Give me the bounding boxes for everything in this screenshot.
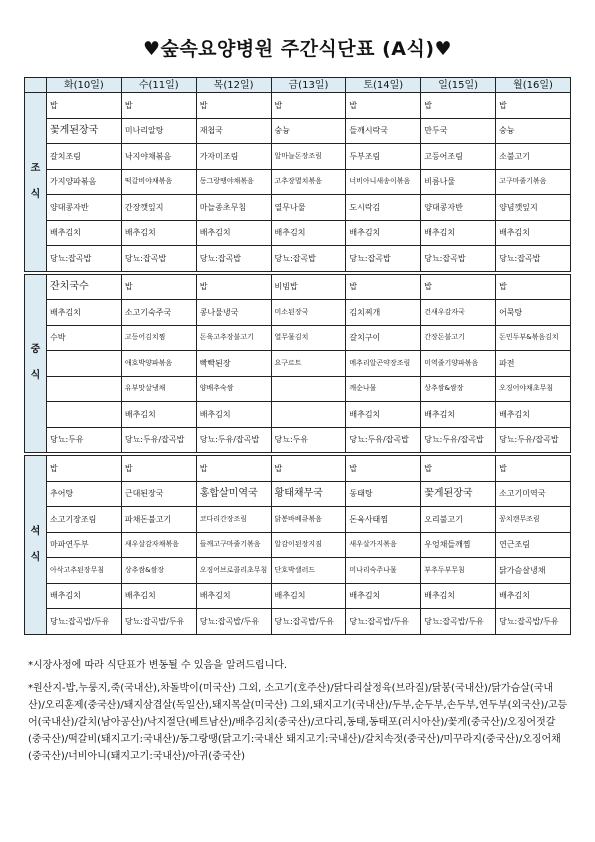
menu-row <box>25 144 571 170</box>
menu-item: 당뇨:잡곡밥/두유 <box>346 609 421 635</box>
menu-item: 부추두부무침 <box>421 558 496 584</box>
menu-item: 새우살감자채볶음 <box>121 532 196 558</box>
menu-row <box>25 558 571 584</box>
menu-row <box>25 351 571 377</box>
menu-row <box>25 246 571 272</box>
menu-item: 당뇨:잡곡밥 <box>421 246 496 272</box>
menu-item: 미역줄기양파볶음 <box>421 351 496 377</box>
menu-item: 당뇨:잡곡밥/두유 <box>496 609 571 635</box>
menu-item: 들깨시락국 <box>346 118 421 144</box>
menu-row <box>25 427 571 453</box>
menu-item: 밥 <box>496 93 571 119</box>
menu-row <box>25 507 571 533</box>
menu-item: 배추김치 <box>47 300 122 326</box>
menu-item: 알마늘돈장조림 <box>271 144 346 170</box>
day-header: 목(12일) <box>196 78 271 93</box>
menu-item: 배추김치 <box>346 583 421 609</box>
menu-item: 당뇨:잡곡밥 <box>496 246 571 272</box>
menu-item: 양배추숙쌈 <box>196 376 271 402</box>
menu-item: 어묵탕 <box>496 300 571 326</box>
menu-item: 숭늉 <box>496 118 571 144</box>
menu-item: 밥 <box>421 274 496 300</box>
origin-note: *원산지-밥,누룽지,죽(국내산),차돌박이(미국산) 그외, 소고기(호주산)/닭다리살정육(브라질)/닭봉(국내산)/닭가슴살(국내산)/오리훈제(중국산)/돼지삼겹살(독일산),돼지목살(미국산) 그외,돼지고기(국내산)/두부,순두부,손두부,연두부(외국산)/고등어(국내산)/갈치(남아공산)/낙지절단(베트남산)/배추김치(중국산)/코다리,동태,동태포(러시아산)/꽃게(중국산)/오징어젓갈(중국산)/떡갈비(돼지고기:국내산)/동그랑땡(닭고기:국내산 돼지고기:국내산)/갈치속젓(중국산)/미꾸라지(중국산)/오징어채(중국산)/너비아니(돼지고기:국내산)/아귀(중국산) <box>28 683 568 762</box>
menu-body <box>25 93 571 635</box>
menu-item: 밥 <box>196 456 271 482</box>
menu-item: 간장돈불고기 <box>421 325 496 351</box>
menu-item: 배추김치 <box>496 583 571 609</box>
menu-item: 메추리알곤약장조림 <box>346 351 421 377</box>
menu-item: 고구마줄기볶음 <box>496 169 571 195</box>
menu-item: 밥 <box>121 93 196 119</box>
meal-label-char: 식 <box>30 370 41 382</box>
menu-item: 밥 <box>496 456 571 482</box>
menu-item: 배추김치 <box>421 402 496 428</box>
menu-item: 밥 <box>121 274 196 300</box>
menu-item: 동태탕 <box>346 481 421 507</box>
meal-label-char: 조 <box>30 162 41 174</box>
menu-item: 김치찌개 <box>346 300 421 326</box>
menu-item: 밥 <box>196 93 271 119</box>
menu-item: 배추김치 <box>421 220 496 246</box>
menu-item: 콩나물냉국 <box>196 300 271 326</box>
menu-item: 당뇨:잡곡밥/두유 <box>271 609 346 635</box>
menu-row <box>25 220 571 246</box>
menu-row <box>25 481 571 507</box>
menu-item: 닭가슴살냉채 <box>496 558 571 584</box>
day-header: 금(13일) <box>271 78 346 93</box>
notes <box>28 657 568 771</box>
meal-label <box>25 274 47 453</box>
meal-label-char: 식 <box>30 188 41 200</box>
menu-item: 고등어조림 <box>421 144 496 170</box>
menu-item: 밥 <box>346 93 421 119</box>
menu-item: 마늘종초무침 <box>196 195 271 221</box>
menu-item: 소고기숙주국 <box>121 300 196 326</box>
menu-item: 고등어김치찜 <box>121 325 196 351</box>
menu-item: 당뇨:잡곡밥/두유 <box>196 609 271 635</box>
menu-item: 추어탕 <box>47 481 122 507</box>
menu-item: 마파연두부 <box>47 532 122 558</box>
page-title: ♥숲속요양병원 주간식단표 (A식)♥ <box>142 38 453 60</box>
menu-item: 숭늉 <box>271 118 346 144</box>
menu-item: 오징어야채초무침 <box>496 376 571 402</box>
menu-item: 건새우감자국 <box>421 300 496 326</box>
meal-label <box>25 93 47 272</box>
menu-item: 비름나물 <box>421 169 496 195</box>
menu-item <box>47 376 122 402</box>
menu-item: 두부조림 <box>346 144 421 170</box>
weekly-menu-table <box>24 77 571 635</box>
meal-label-char: 식 <box>30 551 41 563</box>
menu-item: 상추쌈&쌈장 <box>421 376 496 402</box>
menu-item: 양념깻잎지 <box>496 195 571 221</box>
menu-item: 비빔밥 <box>271 274 346 300</box>
menu-item: 아삭고추된장무침 <box>47 558 122 584</box>
menu-item: 파전 <box>496 351 571 377</box>
menu-item: 당뇨:두유 <box>271 427 346 453</box>
menu-item: 닭봉바베큐볶음 <box>271 507 346 533</box>
day-header: 일(15일) <box>421 78 496 93</box>
menu-item: 동그랑땡야채볶음 <box>196 169 271 195</box>
menu-item <box>47 402 122 428</box>
menu-item <box>271 402 346 428</box>
menu-item: 양대콩자반 <box>421 195 496 221</box>
menu-row <box>25 609 571 635</box>
menu-item: 애호박양파볶음 <box>121 351 196 377</box>
menu-row <box>25 376 571 402</box>
menu-row <box>25 583 571 609</box>
menu-item: 밥 <box>271 456 346 482</box>
menu-item: 잔치국수 <box>47 274 122 300</box>
day-header-row <box>25 78 571 93</box>
menu-item: 배추김치 <box>346 402 421 428</box>
menu-row <box>25 325 571 351</box>
menu-item: 돈육사태찜 <box>346 507 421 533</box>
menu-item: 당뇨:두유/잡곡밥 <box>496 427 571 453</box>
menu-item: 돈육고추장불고기 <box>196 325 271 351</box>
menu-item: 배추김치 <box>421 583 496 609</box>
menu-item: 배추김치 <box>496 220 571 246</box>
menu-item: 상추쌈&쌈장 <box>121 558 196 584</box>
menu-item: 꽁치캔무조림 <box>496 507 571 533</box>
menu-item: 연근조림 <box>496 532 571 558</box>
menu-item: 돈민두부&볶음김치 <box>496 325 571 351</box>
day-header: 월(16일) <box>496 78 571 93</box>
day-header: 화(10일) <box>47 78 122 93</box>
menu-item: 홍합살미역국 <box>196 481 271 507</box>
menu-item: 가지양파볶음 <box>47 169 122 195</box>
menu-item: 당뇨:잡곡밥/두유 <box>421 609 496 635</box>
menu-item: 배추김치 <box>121 220 196 246</box>
day-header: 토(14일) <box>346 78 421 93</box>
menu-item: 간장깻잎지 <box>121 195 196 221</box>
menu-item: 배추김치 <box>271 220 346 246</box>
menu-item: 열무나물 <box>271 195 346 221</box>
menu-item: 너비아니새송이볶음 <box>346 169 421 195</box>
menu-row <box>25 300 571 326</box>
menu-item: 당뇨:잡곡밥/두유 <box>47 609 122 635</box>
menu-item: 요구르트 <box>271 351 346 377</box>
menu-row <box>25 532 571 558</box>
menu-item: 만두국 <box>421 118 496 144</box>
menu-item: 밥 <box>421 456 496 482</box>
menu-item: 당뇨:잡곡밥/두유 <box>121 609 196 635</box>
menu-item: 양대콩자반 <box>47 195 122 221</box>
meal-label-char: 석 <box>30 525 41 537</box>
menu-item: 빡빡된장 <box>196 351 271 377</box>
menu-item: 배추김치 <box>271 583 346 609</box>
menu-item <box>47 351 122 377</box>
menu-item: 미나리알탕 <box>121 118 196 144</box>
menu-item: 밥 <box>47 456 122 482</box>
menu-item: 우엉채들깨찜 <box>421 532 496 558</box>
menu-item: 당뇨:잡곡밥 <box>346 246 421 272</box>
menu-row <box>25 456 571 482</box>
menu-item: 오리불고기 <box>421 507 496 533</box>
menu-item: 밥 <box>346 274 421 300</box>
menu-item: 밥 <box>421 93 496 119</box>
menu-item: 알감이된장지짐 <box>271 532 346 558</box>
menu-item: 당뇨:잡곡밥 <box>47 246 122 272</box>
menu-item: 깨순나물 <box>346 376 421 402</box>
menu-item: 당뇨:두유 <box>47 427 122 453</box>
price-change-note: *시장사정에 따라 식단표가 변동될 수 있음을 알려드립니다. <box>28 660 288 671</box>
menu-item: 배추김치 <box>47 583 122 609</box>
menu-item: 가자미조림 <box>196 144 271 170</box>
menu-item: 미나리숙주나물 <box>346 558 421 584</box>
menu-item: 당뇨:두유/잡곡밥 <box>196 427 271 453</box>
menu-item: 황태채무국 <box>271 481 346 507</box>
menu-item: 밥 <box>47 93 122 119</box>
menu-item: 꽃게된장국 <box>421 481 496 507</box>
menu-item: 소고기장조림 <box>47 507 122 533</box>
menu-item: 갈치구이 <box>346 325 421 351</box>
menu-item: 낙지야채볶음 <box>121 144 196 170</box>
menu-item: 소불고기 <box>496 144 571 170</box>
menu-item: 당뇨:두유/잡곡밥 <box>346 427 421 453</box>
menu-item: 배추김치 <box>196 220 271 246</box>
menu-item: 열무물김치 <box>271 325 346 351</box>
menu-row <box>25 274 571 300</box>
menu-item: 재첩국 <box>196 118 271 144</box>
menu-item: 당뇨:잡곡밥 <box>196 246 271 272</box>
menu-row <box>25 195 571 221</box>
menu-item: 배추김치 <box>346 220 421 246</box>
menu-row <box>25 169 571 195</box>
menu-row <box>25 118 571 144</box>
menu-item: 배추김치 <box>47 220 122 246</box>
menu-item: 근대된장국 <box>121 481 196 507</box>
header-corner <box>25 78 47 93</box>
menu-item: 밥 <box>346 456 421 482</box>
menu-item: 갈치조림 <box>47 144 122 170</box>
menu-item: 배추김치 <box>196 583 271 609</box>
menu-item: 배추김치 <box>196 402 271 428</box>
menu-item: 수박 <box>47 325 122 351</box>
menu-row <box>25 93 571 119</box>
menu-item: 밥 <box>196 274 271 300</box>
menu-item: 도시락김 <box>346 195 421 221</box>
menu-item: 유부맛살냉채 <box>121 376 196 402</box>
menu-item: 당뇨:잡곡밥 <box>121 246 196 272</box>
meal-label-char: 중 <box>30 344 41 356</box>
menu-item: 코다리간장조림 <box>196 507 271 533</box>
menu-item <box>271 376 346 402</box>
menu-item: 배추김치 <box>496 402 571 428</box>
menu-item: 소고기미역국 <box>496 481 571 507</box>
menu-item: 배추김치 <box>121 402 196 428</box>
menu-item: 꽃게된장국 <box>47 118 122 144</box>
menu-row <box>25 402 571 428</box>
menu-item: 고추장멸치볶음 <box>271 169 346 195</box>
menu-item: 떡갈비야채볶음 <box>121 169 196 195</box>
menu-item: 미소된장국 <box>271 300 346 326</box>
menu-item: 밥 <box>496 274 571 300</box>
menu-item: 들깨고구마줄기볶음 <box>196 532 271 558</box>
menu-item: 파채돈불고기 <box>121 507 196 533</box>
menu-item: 새우살가지볶음 <box>346 532 421 558</box>
menu-item: 당뇨:잡곡밥 <box>271 246 346 272</box>
menu-item: 당뇨:두유/잡곡밥 <box>121 427 196 453</box>
menu-item: 당뇨:두유/잡곡밥 <box>421 427 496 453</box>
menu-item: 밥 <box>121 456 196 482</box>
menu-item: 단호박샐러드 <box>271 558 346 584</box>
meal-label <box>25 456 47 635</box>
menu-item: 배추김치 <box>121 583 196 609</box>
menu-item: 오징어브로콜리초무침 <box>196 558 271 584</box>
day-header: 수(11일) <box>121 78 196 93</box>
menu-item: 밥 <box>271 93 346 119</box>
